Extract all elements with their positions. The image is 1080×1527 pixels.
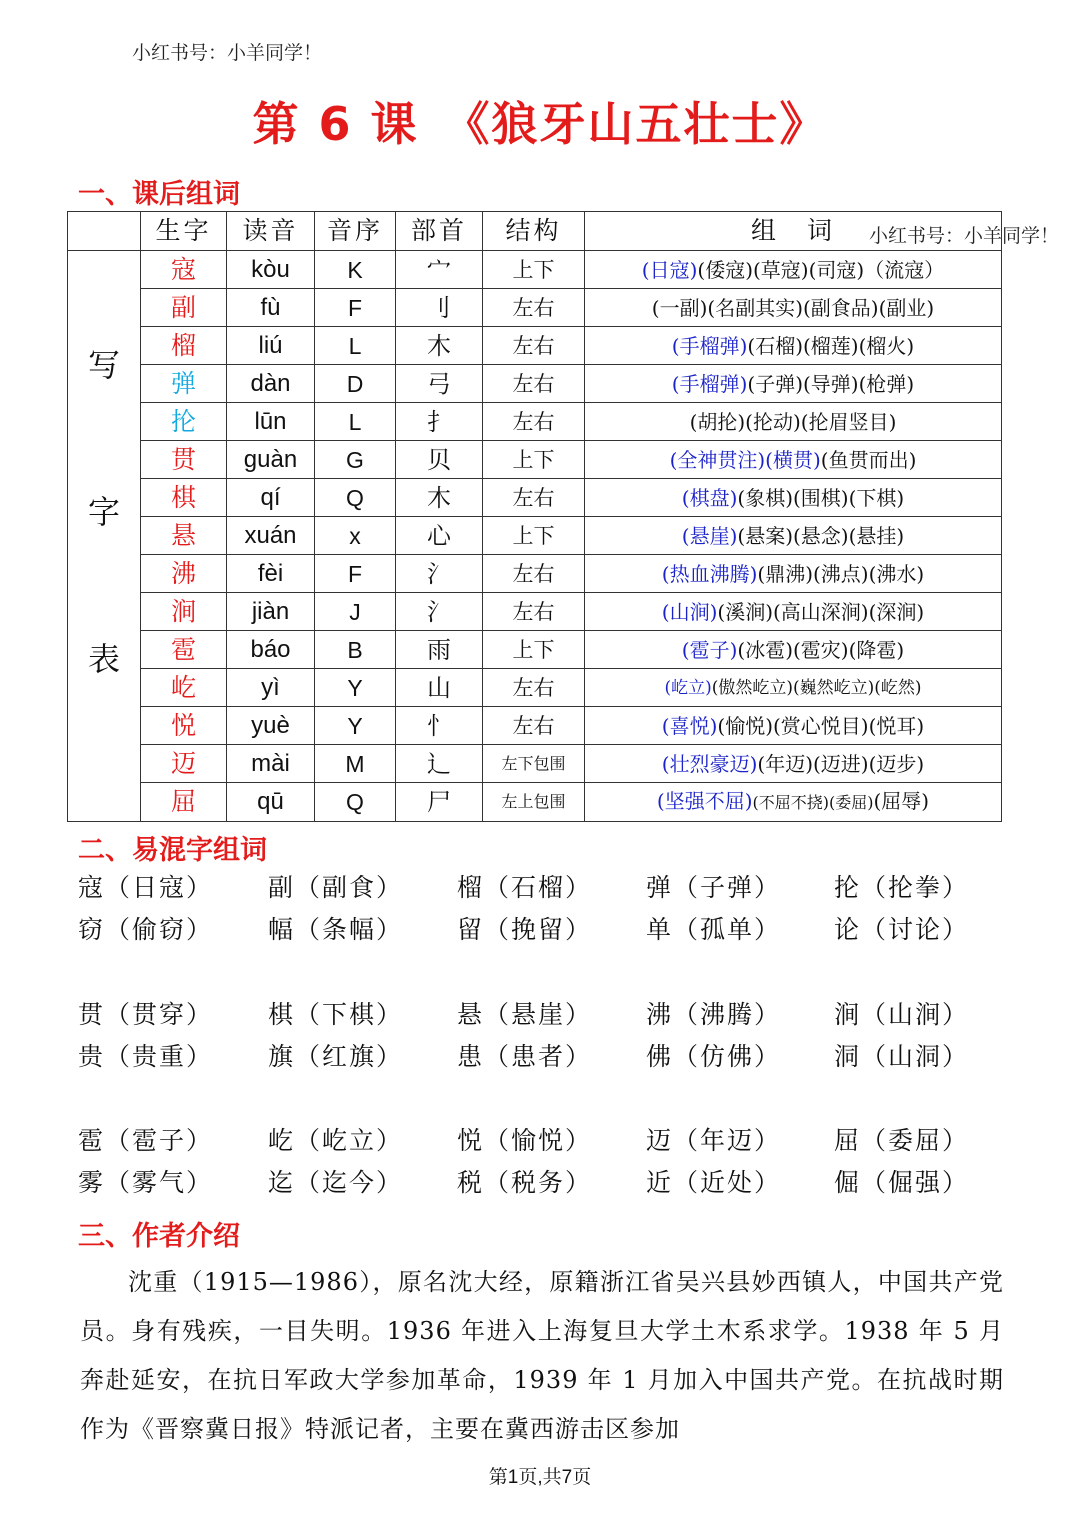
cell-pinyin: dàn bbox=[227, 365, 315, 403]
confusable-item: 患（患者） bbox=[457, 1042, 593, 1071]
word-group: (手榴弹) bbox=[671, 371, 748, 396]
word-group: (雹子) bbox=[681, 637, 738, 662]
cell-char: 副 bbox=[141, 289, 227, 327]
cell-order: x bbox=[315, 517, 396, 555]
cell-radical: 尸 bbox=[396, 783, 483, 822]
cell-words bbox=[585, 365, 1002, 403]
confusable-item: 棋（下棋） bbox=[268, 1000, 404, 1029]
confusable-row bbox=[78, 1121, 1018, 1161]
cell-radical: 氵 bbox=[396, 593, 483, 631]
confusable-item: 窃（偷窃） bbox=[78, 915, 214, 944]
cell-char: 屹 bbox=[141, 669, 227, 707]
word-group: (胡抡)(抡动)(抡眉竖目) bbox=[689, 409, 897, 434]
cell-pinyin: qū bbox=[227, 783, 315, 822]
word-group: (不屈不挠)(委屈) bbox=[752, 793, 874, 812]
word-group: (愉悦)(赏心悦目)(悦耳) bbox=[717, 713, 925, 738]
confusable-row bbox=[78, 995, 1018, 1035]
word-group: (傲然屹立)(巍然屹立)(屹然) bbox=[711, 677, 922, 698]
row-group-label-char: 字 bbox=[87, 493, 120, 531]
header-blank bbox=[68, 212, 141, 251]
cell-words bbox=[585, 783, 1002, 822]
table-row bbox=[68, 745, 1002, 783]
cell-pinyin: yuè bbox=[227, 707, 315, 745]
cell-pinyin: liú bbox=[227, 327, 315, 365]
table-row bbox=[68, 441, 1002, 479]
cell-structure: 左右 bbox=[483, 403, 585, 441]
header-watermark: 小红书号：小羊同学！ bbox=[868, 225, 1059, 247]
word-group: (溪涧)(高山深涧)(深涧) bbox=[717, 599, 925, 624]
cell-char: 寇 bbox=[141, 251, 227, 289]
cell-order: F bbox=[315, 289, 396, 327]
cell-words bbox=[585, 517, 1002, 555]
confusable-item: 旗（红旗） bbox=[268, 1042, 404, 1071]
cell-radical: 忄 bbox=[396, 707, 483, 745]
table-body bbox=[68, 251, 1002, 822]
table-row bbox=[68, 251, 1002, 289]
cell-char: 屈 bbox=[141, 783, 227, 822]
cell-radical: 贝 bbox=[396, 441, 483, 479]
confusable-item: 沸（沸腾） bbox=[646, 1000, 782, 1029]
cell-radical: 刂 bbox=[396, 289, 483, 327]
confusable-item: 抡（抡拳） bbox=[834, 873, 970, 902]
confusable-item: 贯（贯穿） bbox=[78, 1000, 214, 1029]
table-row bbox=[68, 517, 1002, 555]
word-group: (悬崖) bbox=[681, 523, 738, 548]
cell-char: 悦 bbox=[141, 707, 227, 745]
header-radical: 部首 bbox=[396, 212, 483, 251]
confusable-item: 洞（山洞） bbox=[834, 1042, 970, 1071]
confusable-item: 榴（石榴） bbox=[457, 873, 593, 902]
author-intro bbox=[80, 1258, 1004, 1454]
cell-order: Y bbox=[315, 669, 396, 707]
table-row bbox=[68, 327, 1002, 365]
watermark: 小红书号：小羊同学！ bbox=[132, 42, 323, 64]
cell-structure: 上下 bbox=[483, 441, 585, 479]
header-structure: 结构 bbox=[483, 212, 585, 251]
cell-words bbox=[585, 441, 1002, 479]
cell-structure: 左右 bbox=[483, 707, 585, 745]
section-heading-1: 一、课后组词 bbox=[78, 179, 240, 210]
cell-pinyin: mài bbox=[227, 745, 315, 783]
cell-structure: 左右 bbox=[483, 479, 585, 517]
cell-order: Q bbox=[315, 479, 396, 517]
cell-order: Y bbox=[315, 707, 396, 745]
cell-pinyin: xuán bbox=[227, 517, 315, 555]
header-pinyin: 读音 bbox=[227, 212, 315, 251]
cell-order: Q bbox=[315, 783, 396, 822]
confusable-item: 雹（雹子） bbox=[78, 1126, 214, 1155]
cell-radical: 雨 bbox=[396, 631, 483, 669]
confusable-row bbox=[78, 1037, 1018, 1077]
cell-radical: 山 bbox=[396, 669, 483, 707]
cell-order: J bbox=[315, 593, 396, 631]
vocabulary-table bbox=[67, 211, 1059, 822]
cell-words bbox=[585, 479, 1002, 517]
section-heading-2: 二、易混字组词 bbox=[78, 835, 267, 866]
header-words bbox=[585, 212, 1059, 251]
cell-char: 沸 bbox=[141, 555, 227, 593]
cell-structure: 上下 bbox=[483, 251, 585, 289]
table-header-row bbox=[68, 212, 1002, 251]
cell-pinyin: yì bbox=[227, 669, 315, 707]
confusable-item: 迈（年迈） bbox=[646, 1126, 782, 1155]
confusable-item: 寇（日寇） bbox=[78, 873, 214, 902]
confusable-item: 近（近处） bbox=[646, 1168, 782, 1197]
table-row bbox=[68, 669, 1002, 707]
word-group: (石榴)(榴莲)(榴火) bbox=[747, 333, 915, 358]
cell-structure: 左右 bbox=[483, 365, 585, 403]
row-group-label-char: 表 bbox=[87, 640, 120, 678]
confusable-item: 涧（山涧） bbox=[834, 1000, 970, 1029]
confusable-item: 论（讨论） bbox=[834, 915, 970, 944]
row-group-label-char: 写 bbox=[87, 346, 120, 384]
cell-structure: 左右 bbox=[483, 289, 585, 327]
confusable-item: 佛（仿佛） bbox=[646, 1042, 782, 1071]
cell-radical: 扌 bbox=[396, 403, 483, 441]
cell-radical: 心 bbox=[396, 517, 483, 555]
table-row bbox=[68, 479, 1002, 517]
word-group: (壮烈豪迈) bbox=[661, 751, 758, 776]
cell-char: 悬 bbox=[141, 517, 227, 555]
confusable-item: 悦（愉悦） bbox=[457, 1126, 593, 1155]
table-row bbox=[68, 365, 1002, 403]
confusable-item: 贵（贵重） bbox=[78, 1042, 214, 1071]
confusable-item: 单（孤单） bbox=[646, 915, 782, 944]
cell-order: K bbox=[315, 251, 396, 289]
cell-structure: 左下包围 bbox=[483, 745, 585, 783]
cell-radical: 弓 bbox=[396, 365, 483, 403]
cell-order: L bbox=[315, 403, 396, 441]
cell-structure: 左右 bbox=[483, 327, 585, 365]
page-title: 第 6 课 《狼牙山五壮士》 bbox=[252, 97, 828, 151]
table-row bbox=[68, 403, 1002, 441]
confusable-row bbox=[78, 1163, 1018, 1203]
word-group: (倭寇)(草寇)(司寇)（流寇） bbox=[697, 257, 945, 282]
confusable-item: 留（挽留） bbox=[457, 915, 593, 944]
table-row bbox=[68, 289, 1002, 327]
word-group: (棋盘) bbox=[681, 485, 738, 510]
confusable-item: 雾（雾气） bbox=[78, 1168, 214, 1197]
cell-structure: 左右 bbox=[483, 555, 585, 593]
confusable-item: 幅（条幅） bbox=[268, 915, 404, 944]
cell-pinyin: qí bbox=[227, 479, 315, 517]
word-group: (全神贯注)(横贯) bbox=[669, 447, 821, 472]
cell-radical: 木 bbox=[396, 327, 483, 365]
cell-char: 棋 bbox=[141, 479, 227, 517]
confusable-item: 屹（屹立） bbox=[268, 1126, 404, 1155]
cell-structure: 上下 bbox=[483, 517, 585, 555]
cell-pinyin: fèi bbox=[227, 555, 315, 593]
cell-char: 榴 bbox=[141, 327, 227, 365]
cell-structure: 上下 bbox=[483, 631, 585, 669]
cell-words bbox=[585, 289, 1002, 327]
word-group: (鼎沸)(沸点)(沸水) bbox=[757, 561, 925, 586]
cell-structure: 左右 bbox=[483, 593, 585, 631]
cell-char: 贯 bbox=[141, 441, 227, 479]
cell-pinyin: kòu bbox=[227, 251, 315, 289]
table-row bbox=[68, 593, 1002, 631]
word-group: (山涧) bbox=[661, 599, 718, 624]
confusable-item: 悬（悬崖） bbox=[457, 1000, 593, 1029]
cell-words bbox=[585, 593, 1002, 631]
author-paragraph: 沈重（1915—1986），原名沈大经，原籍浙江省吴兴县妙西镇人，中国共产党员。身有残疾，一目失明。1936 年进入上海复旦大学土木系求学。1938 年 5 月奔赴延安，在抗日军政大学参加革命，1939 年 1 月加入中国共产党。在抗战时期作为《晋察冀日报》特派记者，主要在冀西游击区参加 bbox=[80, 1268, 1004, 1443]
section-heading-3: 三、作者介绍 bbox=[78, 1221, 240, 1252]
header-order: 音序 bbox=[315, 212, 396, 251]
cell-char: 涧 bbox=[141, 593, 227, 631]
word-group: (屹立) bbox=[664, 677, 712, 698]
word-group: (一副)(名副其实)(副食品)(副业) bbox=[651, 295, 935, 320]
word-group: (鱼贯而出) bbox=[820, 447, 917, 472]
table-row bbox=[68, 631, 1002, 669]
cell-pinyin: báo bbox=[227, 631, 315, 669]
word-group: (悬案)(悬念)(悬挂) bbox=[737, 523, 905, 548]
cell-char: 迈 bbox=[141, 745, 227, 783]
cell-words bbox=[585, 745, 1002, 783]
cell-char: 弹 bbox=[141, 365, 227, 403]
table-row bbox=[68, 707, 1002, 745]
cell-radical: 氵 bbox=[396, 555, 483, 593]
cell-radical: 宀 bbox=[396, 251, 483, 289]
cell-radical: 木 bbox=[396, 479, 483, 517]
cell-order: M bbox=[315, 745, 396, 783]
confusable-item: 倔（倔强） bbox=[834, 1168, 970, 1197]
word-group: (喜悦) bbox=[661, 713, 718, 738]
cell-words bbox=[585, 327, 1002, 365]
confusable-item: 弹（子弹） bbox=[646, 873, 782, 902]
table-row bbox=[68, 783, 1002, 822]
row-group-label bbox=[68, 251, 141, 822]
cell-char: 抡 bbox=[141, 403, 227, 441]
cell-words bbox=[585, 669, 1002, 707]
cell-radical: 辶 bbox=[396, 745, 483, 783]
word-group: (日寇) bbox=[641, 257, 698, 282]
cell-words bbox=[585, 555, 1002, 593]
word-group: (手榴弹) bbox=[671, 333, 748, 358]
cell-order: B bbox=[315, 631, 396, 669]
cell-order: G bbox=[315, 441, 396, 479]
confusable-row bbox=[78, 910, 1018, 950]
cell-words bbox=[585, 403, 1002, 441]
confusable-item: 迄（迄今） bbox=[268, 1168, 404, 1197]
header-char: 生字 bbox=[141, 212, 227, 251]
header-words-label: 组 词 bbox=[750, 216, 835, 245]
word-group: (象棋)(围棋)(下棋) bbox=[737, 485, 905, 510]
confusable-item: 税（税务） bbox=[457, 1168, 593, 1197]
word-group: (屈辱) bbox=[873, 789, 930, 813]
cell-pinyin: lūn bbox=[227, 403, 315, 441]
cell-words bbox=[585, 631, 1002, 669]
word-group: (热血沸腾) bbox=[661, 561, 758, 586]
cell-structure: 左上包围 bbox=[483, 783, 585, 822]
word-group: (冰雹)(雹灾)(降雹) bbox=[737, 637, 905, 662]
page-number: 第1页,共7页 bbox=[488, 1467, 592, 1488]
confusable-item: 屈（委屈） bbox=[834, 1126, 970, 1155]
confusable-item: 副（副食） bbox=[268, 873, 404, 902]
cell-pinyin: guàn bbox=[227, 441, 315, 479]
word-group: (坚强不屈) bbox=[656, 789, 753, 813]
table-row bbox=[68, 555, 1002, 593]
confusable-row bbox=[78, 868, 1018, 908]
cell-order: L bbox=[315, 327, 396, 365]
cell-words bbox=[585, 707, 1002, 745]
cell-char: 雹 bbox=[141, 631, 227, 669]
cell-structure: 左右 bbox=[483, 669, 585, 707]
word-group: (子弹)(导弹)(枪弹) bbox=[747, 371, 915, 396]
cell-pinyin: fù bbox=[227, 289, 315, 327]
cell-order: D bbox=[315, 365, 396, 403]
cell-order: F bbox=[315, 555, 396, 593]
cell-words bbox=[585, 251, 1002, 289]
word-group: (年迈)(迈进)(迈步) bbox=[757, 751, 925, 776]
cell-pinyin: jiàn bbox=[227, 593, 315, 631]
